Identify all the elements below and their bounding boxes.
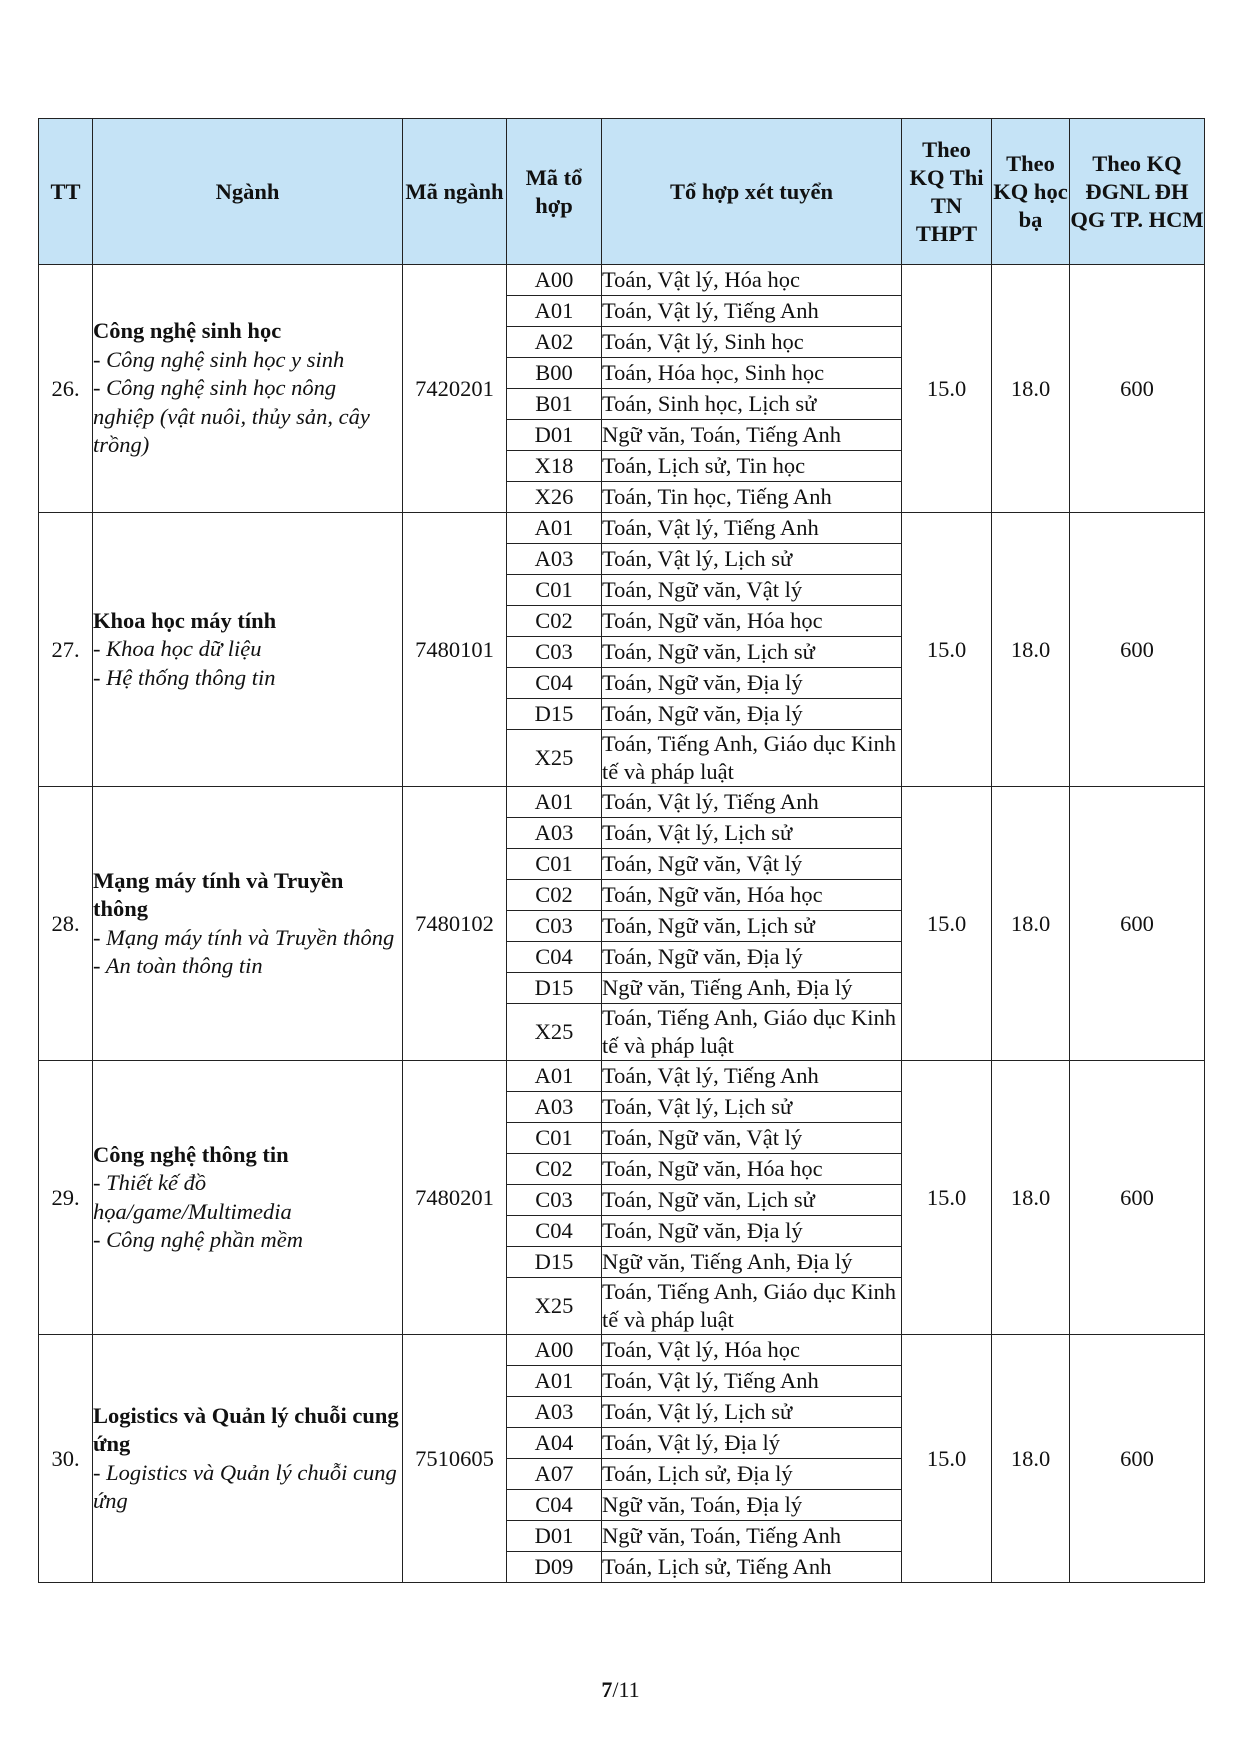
combination-subjects: Toán, Ngữ văn, Địa lý: [602, 668, 902, 699]
row-number: 27.: [39, 513, 93, 787]
major-cell: [93, 265, 403, 513]
major-code: 7420201: [403, 265, 507, 513]
combination-code: A07: [507, 1459, 602, 1490]
combination-code: D09: [507, 1552, 602, 1583]
combination-subjects: Toán, Lịch sử, Tiếng Anh: [602, 1552, 902, 1583]
combination-code: X26: [507, 482, 602, 513]
combination-code: A03: [507, 1397, 602, 1428]
combination-code: A01: [507, 296, 602, 327]
combination-subjects: Toán, Ngữ văn, Lịch sử: [602, 911, 902, 942]
table-row: [39, 1061, 1205, 1092]
combination-subjects: Toán, Vật lý, Lịch sử: [602, 818, 902, 849]
table-row: [39, 787, 1205, 818]
score-dgnl: 600: [1070, 1335, 1205, 1583]
table-body: [39, 265, 1205, 1583]
combination-code: A01: [507, 513, 602, 544]
major-specialization: - Khoa học dữ liệu: [93, 636, 262, 662]
header-nganh: Ngành: [93, 119, 403, 265]
combination-code: C01: [507, 849, 602, 880]
combination-subjects: Toán, Ngữ văn, Địa lý: [602, 942, 902, 973]
combination-subjects: Toán, Ngữ văn, Lịch sử: [602, 637, 902, 668]
score-hoc-ba: 18.0: [992, 787, 1070, 1061]
combination-subjects: Toán, Vật lý, Tiếng Anh: [602, 296, 902, 327]
major-specialization: - Mạng máy tính và Truyền thông: [93, 924, 395, 950]
score-thpt: 15.0: [902, 513, 992, 787]
combination-subjects: Toán, Vật lý, Địa lý: [602, 1428, 902, 1459]
score-thpt: 15.0: [902, 1335, 992, 1583]
combination-subjects: Ngữ văn, Toán, Địa lý: [602, 1490, 902, 1521]
major-cell: [93, 1061, 403, 1335]
header-hoc-ba: Theo KQ học bạ: [992, 119, 1070, 265]
combination-subjects: Toán, Tiếng Anh, Giáo dục Kinh tế và pháp luật: [602, 1004, 902, 1061]
combination-code: X18: [507, 451, 602, 482]
combination-code: D15: [507, 699, 602, 730]
combination-subjects: Toán, Tin học, Tiếng Anh: [602, 482, 902, 513]
major-specialization: - Công nghệ phần mềm: [93, 1227, 303, 1252]
score-hoc-ba: 18.0: [992, 265, 1070, 513]
page-total: 11: [618, 1677, 640, 1702]
combination-subjects: Toán, Vật lý, Lịch sử: [602, 1397, 902, 1428]
score-hoc-ba: 18.0: [992, 513, 1070, 787]
combination-subjects: Ngữ văn, Tiếng Anh, Địa lý: [602, 973, 902, 1004]
table-row: [39, 265, 1205, 296]
combination-subjects: Toán, Ngữ văn, Hóa học: [602, 880, 902, 911]
major-specialization: - Thiết kế đồ họa/game/Multimedia: [93, 1170, 292, 1224]
major-cell: [93, 513, 403, 787]
combination-subjects: Toán, Vật lý, Tiếng Anh: [602, 787, 902, 818]
combination-subjects: Toán, Ngữ văn, Lịch sử: [602, 1185, 902, 1216]
combination-code: D01: [507, 1521, 602, 1552]
table-header-row: [39, 119, 1205, 265]
major-specialization: - An toàn thông tin: [93, 953, 263, 978]
combination-subjects: Toán, Ngữ văn, Hóa học: [602, 1154, 902, 1185]
header-to-hop: Tổ hợp xét tuyển: [602, 119, 902, 265]
header-dgnl: Theo KQ ĐGNL ĐH QG TP. HCM: [1070, 119, 1205, 265]
page-number: [0, 1677, 1241, 1703]
combination-code: C04: [507, 1490, 602, 1521]
combination-code: A00: [507, 1335, 602, 1366]
major-code: 7480102: [403, 787, 507, 1061]
combination-code: A03: [507, 1092, 602, 1123]
combination-code: X25: [507, 730, 602, 787]
major-specialization: - Công nghệ sinh học y sinh: [93, 346, 345, 372]
page-current: 7: [601, 1677, 613, 1702]
row-number: 30.: [39, 1335, 93, 1583]
combination-code: C04: [507, 668, 602, 699]
row-number: 26.: [39, 265, 93, 513]
combination-code: A00: [507, 265, 602, 296]
score-dgnl: 600: [1070, 787, 1205, 1061]
score-thpt: 15.0: [902, 265, 992, 513]
score-dgnl: 600: [1070, 265, 1205, 513]
combination-code: X25: [507, 1278, 602, 1335]
major-code: 7480101: [403, 513, 507, 787]
table-row: [39, 513, 1205, 544]
combination-code: C02: [507, 880, 602, 911]
combination-subjects: Ngữ văn, Toán, Tiếng Anh: [602, 420, 902, 451]
combination-code: C03: [507, 911, 602, 942]
combination-subjects: Toán, Vật lý, Hóa học: [602, 1335, 902, 1366]
combination-code: C04: [507, 1216, 602, 1247]
header-tt: TT: [39, 119, 93, 265]
combination-code: X25: [507, 1004, 602, 1061]
combination-subjects: Ngữ văn, Tiếng Anh, Địa lý: [602, 1247, 902, 1278]
combination-subjects: Toán, Vật lý, Hóa học: [602, 265, 902, 296]
combination-code: C02: [507, 606, 602, 637]
combination-subjects: Toán, Lịch sử, Địa lý: [602, 1459, 902, 1490]
score-thpt: 15.0: [902, 787, 992, 1061]
header-thpt: Theo KQ Thi TN THPT: [902, 119, 992, 265]
combination-subjects: Ngữ văn, Toán, Tiếng Anh: [602, 1521, 902, 1552]
major-name: Công nghệ thông tin: [93, 1141, 289, 1167]
page-separator: /: [612, 1677, 619, 1702]
combination-code: A01: [507, 1366, 602, 1397]
row-number: 29.: [39, 1061, 93, 1335]
combination-subjects: Toán, Lịch sử, Tin học: [602, 451, 902, 482]
combination-code: B00: [507, 358, 602, 389]
combination-code: A04: [507, 1428, 602, 1459]
header-ma-nganh: Mã ngành: [403, 119, 507, 265]
combination-code: C02: [507, 1154, 602, 1185]
combination-code: C01: [507, 575, 602, 606]
combination-code: A01: [507, 787, 602, 818]
row-number: 28.: [39, 787, 93, 1061]
major-code: 7480201: [403, 1061, 507, 1335]
combination-code: D15: [507, 973, 602, 1004]
combination-code: D01: [507, 420, 602, 451]
combination-subjects: Toán, Vật lý, Tiếng Anh: [602, 513, 902, 544]
combination-code: A01: [507, 1061, 602, 1092]
combination-code: C04: [507, 942, 602, 973]
combination-code: C03: [507, 637, 602, 668]
combination-code: B01: [507, 389, 602, 420]
combination-code: A02: [507, 327, 602, 358]
combination-subjects: Toán, Tiếng Anh, Giáo dục Kinh tế và pháp luật: [602, 1278, 902, 1335]
combination-subjects: Toán, Vật lý, Lịch sử: [602, 1092, 902, 1123]
major-name: Khoa học máy tính: [93, 607, 277, 633]
major-name: Logistics và Quản lý chuỗi cung ứng: [93, 1402, 399, 1456]
major-name: Mạng máy tính và Truyền thông: [93, 867, 344, 921]
score-hoc-ba: 18.0: [992, 1061, 1070, 1335]
combination-code: D15: [507, 1247, 602, 1278]
score-hoc-ba: 18.0: [992, 1335, 1070, 1583]
major-specialization: - Logistics và Quản lý chuỗi cung ứng: [93, 1459, 397, 1513]
score-dgnl: 600: [1070, 1061, 1205, 1335]
table-row: [39, 1335, 1205, 1366]
combination-subjects: Toán, Hóa học, Sinh học: [602, 358, 902, 389]
combination-subjects: Toán, Ngữ văn, Vật lý: [602, 575, 902, 606]
combination-subjects: Toán, Ngữ văn, Địa lý: [602, 1216, 902, 1247]
major-cell: [93, 787, 403, 1061]
combination-subjects: Toán, Tiếng Anh, Giáo dục Kinh tế và pháp luật: [602, 730, 902, 787]
major-code: 7510605: [403, 1335, 507, 1583]
combination-subjects: Toán, Vật lý, Sinh học: [602, 327, 902, 358]
combination-code: C03: [507, 1185, 602, 1216]
major-specialization: - Công nghệ sinh học nông nghiệp (vật nuôi, thủy sản, cây trồng): [93, 375, 370, 458]
combination-code: C01: [507, 1123, 602, 1154]
major-name: Công nghệ sinh học: [93, 318, 282, 344]
combination-code: A03: [507, 544, 602, 575]
score-dgnl: 600: [1070, 513, 1205, 787]
combination-subjects: Toán, Ngữ văn, Vật lý: [602, 849, 902, 880]
combination-subjects: Toán, Ngữ văn, Vật lý: [602, 1123, 902, 1154]
major-cell: [93, 1335, 403, 1583]
combination-code: A03: [507, 818, 602, 849]
header-ma-to-hop: Mã tổ hợp: [507, 119, 602, 265]
combination-subjects: Toán, Sinh học, Lịch sử: [602, 389, 902, 420]
combination-subjects: Toán, Vật lý, Lịch sử: [602, 544, 902, 575]
admission-table: [38, 118, 1205, 1583]
combination-subjects: Toán, Vật lý, Tiếng Anh: [602, 1061, 902, 1092]
combination-subjects: Toán, Ngữ văn, Địa lý: [602, 699, 902, 730]
major-specialization: - Hệ thống thông tin: [93, 664, 276, 690]
score-thpt: 15.0: [902, 1061, 992, 1335]
combination-subjects: Toán, Vật lý, Tiếng Anh: [602, 1366, 902, 1397]
combination-subjects: Toán, Ngữ văn, Hóa học: [602, 606, 902, 637]
